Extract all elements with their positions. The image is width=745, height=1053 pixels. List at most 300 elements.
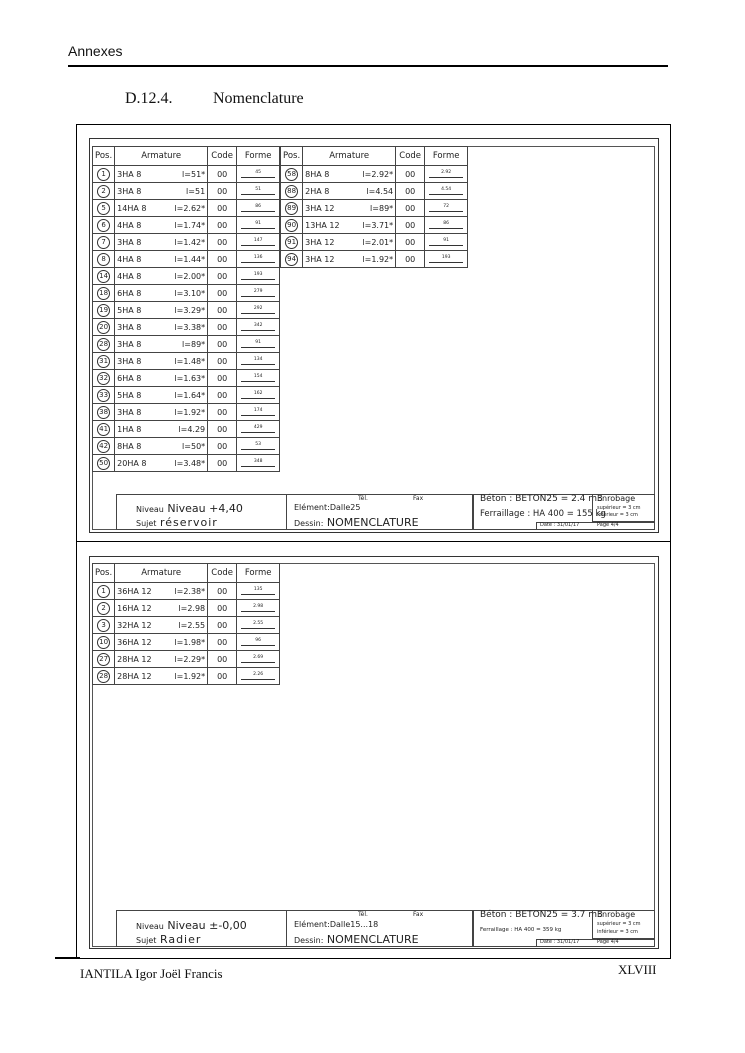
armature-bars [305, 170, 329, 179]
code-cell: 00 [396, 166, 425, 183]
bar-count: 8HA [117, 441, 134, 451]
pos-cell [93, 217, 115, 234]
pos-cell [281, 251, 303, 268]
sheet-1-table-left [92, 146, 280, 472]
armature-bars [117, 323, 141, 332]
table-row [281, 217, 468, 234]
tb-tel: Tél. [358, 911, 368, 918]
tb-niveau-label: Niveau [136, 922, 164, 931]
table-header-row [93, 564, 280, 583]
bar-diameter: 12 [141, 654, 152, 664]
armature-bars [117, 357, 141, 366]
bar-diameter: 8 [136, 322, 142, 332]
pos-marker: 14 [97, 270, 110, 283]
forme-cell [237, 319, 280, 336]
armature-cell [115, 285, 208, 302]
bar-length: l=3.10* [174, 288, 206, 298]
bar-length: l=1.64* [174, 390, 206, 400]
table-row [93, 421, 280, 438]
bar-count: 3HA [305, 254, 322, 264]
armature-bars [305, 187, 329, 196]
forme-cell [237, 302, 280, 319]
armature-cell [303, 234, 396, 251]
code-cell: 00 [208, 668, 237, 685]
section-heading [125, 90, 304, 108]
pos-cell [93, 234, 115, 251]
pos-cell [93, 668, 115, 685]
pos-cell [93, 370, 115, 387]
pos-marker: 88 [285, 185, 298, 198]
forme-shape: 51 [241, 187, 275, 195]
table-row [93, 600, 280, 617]
bar-diameter: 8 [136, 407, 142, 417]
forme-shape: 348 [241, 459, 275, 467]
armature-cell [303, 217, 396, 234]
armature-cell [303, 183, 396, 200]
tb-niveau-label: Niveau [136, 505, 164, 514]
table-row [93, 268, 280, 285]
code-cell: 00 [208, 217, 237, 234]
pos-cell [93, 651, 115, 668]
armature-cell [115, 387, 208, 404]
bar-count: 4HA [117, 220, 134, 230]
bar-length: l=3.38* [174, 322, 206, 332]
code-cell: 00 [208, 634, 237, 651]
pos-cell [93, 617, 115, 634]
tb-page: Page 4/4 [597, 939, 619, 945]
pos-cell [93, 634, 115, 651]
table-row [281, 234, 468, 251]
forme-cell [425, 234, 468, 251]
bar-count: 1HA [117, 424, 134, 434]
bar-diameter: 8 [141, 458, 147, 468]
tb-enrobage-sup: supérieur = 3 cm [597, 921, 641, 927]
code-cell: 00 [208, 353, 237, 370]
section-number: D.12.4. [125, 90, 173, 107]
code-cell: 00 [208, 583, 237, 600]
bar-count: 20HA [117, 458, 139, 468]
tb-ferraillage: Ferraillage : HA 400 = 155 kg [480, 509, 606, 519]
code-cell: 00 [208, 302, 237, 319]
bar-length: l=1.44* [174, 254, 206, 264]
table-row [281, 200, 468, 217]
tb-beton: Béton : BETON25 = 3.7 m3 [480, 910, 603, 920]
bar-diameter: 8 [136, 271, 142, 281]
bar-length: l=2.92* [362, 169, 394, 179]
tb-enrobage: Enrobage [597, 910, 636, 919]
table-row [93, 302, 280, 319]
tb-dessin-value: NOMENCLATURE [326, 933, 419, 946]
armature-cell [303, 166, 396, 183]
bar-length: l=1.92* [362, 254, 394, 264]
bar-length: l=4.54 [366, 186, 394, 196]
code-cell: 00 [208, 651, 237, 668]
sheet-2-table [92, 563, 280, 685]
bar-diameter: 8 [136, 441, 142, 451]
tb-dessin [294, 516, 419, 529]
armature-cell [115, 166, 208, 183]
code-cell: 00 [396, 251, 425, 268]
table-row [93, 651, 280, 668]
pos-cell [93, 583, 115, 600]
pos-cell [93, 302, 115, 319]
armature-bars [305, 204, 334, 213]
tb-fax: Fax [413, 495, 424, 502]
bar-length: l=2.01* [362, 237, 394, 247]
pos-marker: 58 [285, 168, 298, 181]
bar-length: l=1.98* [174, 637, 206, 647]
armature-bars [117, 442, 141, 451]
forme-shape: 135 [241, 587, 275, 595]
tb-dessin [294, 933, 419, 946]
table-row [281, 183, 468, 200]
pos-cell [93, 319, 115, 336]
bar-length: l=2.62* [174, 203, 206, 213]
armature-bars [305, 238, 334, 247]
forme-shape: 2.26 [241, 672, 275, 680]
bar-diameter: 8 [136, 305, 142, 315]
pos-marker: 1 [97, 585, 110, 598]
footer-rule [55, 957, 80, 959]
bar-diameter: 8 [136, 390, 142, 400]
tb-dessin-label: Dessin: [294, 519, 324, 528]
armature-cell [115, 600, 208, 617]
armature-bars [117, 187, 141, 196]
bar-count: 28HA [117, 671, 139, 681]
table-row [93, 353, 280, 370]
pos-marker: 2 [97, 602, 110, 615]
pos-cell [93, 455, 115, 472]
pos-cell [281, 166, 303, 183]
pos-marker: 10 [97, 636, 110, 649]
bar-count: 8HA [305, 169, 322, 179]
bar-count: 3HA [117, 322, 134, 332]
armature-cell [115, 302, 208, 319]
forme-cell [237, 583, 280, 600]
pos-marker: 2 [97, 185, 110, 198]
armature-bars [117, 170, 141, 179]
bar-length: l=51 [186, 186, 206, 196]
pos-cell [93, 251, 115, 268]
forme-cell [237, 234, 280, 251]
bar-length: l=1.63* [174, 373, 206, 383]
table-row [93, 285, 280, 302]
tb-enrobage-sup: supérieur = 3 cm [597, 505, 641, 511]
pos-cell [93, 166, 115, 183]
pos-marker: 28 [97, 670, 110, 683]
bar-length: l=1.48* [174, 356, 206, 366]
armature-cell [303, 200, 396, 217]
bar-count: 3HA [117, 356, 134, 366]
pos-marker: 50 [97, 457, 110, 470]
bar-diameter: 8 [136, 186, 142, 196]
table-row [281, 251, 468, 268]
table-row [93, 583, 280, 600]
armature-cell [115, 404, 208, 421]
forme-cell [237, 217, 280, 234]
forme-shape: 53 [241, 442, 275, 450]
pos-cell [93, 336, 115, 353]
sheet-1-left-rows [93, 166, 280, 472]
tb-enrobage-inf: inférieur = 3 cm [597, 929, 638, 935]
bar-length: l=3.71* [362, 220, 394, 230]
bar-length: l=1.92* [174, 407, 206, 417]
bar-length: l=2.55 [178, 620, 206, 630]
bar-count: 5HA [117, 305, 134, 315]
forme-cell [237, 421, 280, 438]
bar-diameter: 8 [136, 288, 142, 298]
bar-count: 3HA [117, 169, 134, 179]
code-cell: 00 [396, 183, 425, 200]
code-cell: 00 [208, 600, 237, 617]
forme-cell [237, 387, 280, 404]
table-row [93, 634, 280, 651]
pos-marker: 1 [97, 168, 110, 181]
pos-marker: 19 [97, 304, 110, 317]
bar-length: l=4.29 [178, 424, 206, 434]
bar-diameter: 12 [141, 671, 152, 681]
bar-diameter: 8 [136, 237, 142, 247]
table-row [93, 319, 280, 336]
armature-cell [115, 651, 208, 668]
table-row [93, 370, 280, 387]
pos-marker: 90 [285, 219, 298, 232]
table-row [93, 404, 280, 421]
forme-shape: 2.98 [241, 604, 275, 612]
code-cell: 00 [208, 166, 237, 183]
col-code: Code [208, 147, 237, 166]
armature-cell [115, 319, 208, 336]
armature-bars [305, 221, 339, 230]
tb-niveau-value: Niveau ±-0,00 [167, 919, 247, 932]
armature-bars [117, 221, 141, 230]
bar-diameter: 8 [136, 220, 142, 230]
tb-page: Page 4/4 [597, 522, 619, 528]
bar-length: l=3.48* [174, 458, 206, 468]
code-cell: 00 [208, 183, 237, 200]
code-cell: 00 [208, 251, 237, 268]
pos-marker: 94 [285, 253, 298, 266]
armature-bars [117, 204, 146, 213]
bar-count: 6HA [117, 288, 134, 298]
pos-marker: 18 [97, 287, 110, 300]
bar-length: l=1.74* [174, 220, 206, 230]
bar-diameter: 12 [324, 203, 335, 213]
pos-marker: 31 [97, 355, 110, 368]
pos-cell [93, 438, 115, 455]
bar-count: 3HA [117, 407, 134, 417]
pos-cell [93, 353, 115, 370]
col-armature: Armature [115, 564, 208, 583]
forme-shape: 86 [241, 204, 275, 212]
forme-cell [425, 166, 468, 183]
pos-marker: 20 [97, 321, 110, 334]
bar-length: l=50* [182, 441, 206, 451]
pos-cell [281, 200, 303, 217]
pos-marker: 33 [97, 389, 110, 402]
pos-marker: 5 [97, 202, 110, 215]
table-row [93, 251, 280, 268]
forme-shape: 2.92 [429, 170, 463, 178]
forme-cell [237, 166, 280, 183]
bar-diameter: 12 [141, 586, 152, 596]
pos-cell [93, 200, 115, 217]
sheet-1-table-right [280, 146, 468, 268]
pos-cell [93, 285, 115, 302]
bar-count: 4HA [117, 254, 134, 264]
code-cell: 00 [208, 234, 237, 251]
code-cell: 00 [208, 438, 237, 455]
col-forme: Forme [237, 564, 280, 583]
tb-fax: Fax [413, 911, 424, 918]
table-row [93, 387, 280, 404]
figure-divider [76, 541, 671, 542]
page-header-label: Annexes [68, 43, 123, 59]
bar-diameter: 8 [324, 169, 330, 179]
tb-ferraillage: Ferraillage : HA 400 = 359 kg [480, 927, 562, 933]
col-pos: Pos. [93, 147, 115, 166]
code-cell: 00 [396, 217, 425, 234]
pos-marker: 7 [97, 236, 110, 249]
forme-shape: 91 [241, 221, 275, 229]
bar-length: l=1.92* [174, 671, 206, 681]
tb-date: Date : 31/01/17 [540, 939, 580, 945]
bar-count: 5HA [117, 390, 134, 400]
forme-cell [237, 668, 280, 685]
table-row [93, 183, 280, 200]
pos-cell [93, 268, 115, 285]
forme-cell [425, 183, 468, 200]
pos-marker: 8 [97, 253, 110, 266]
armature-cell [115, 668, 208, 685]
armature-cell [115, 268, 208, 285]
code-cell: 00 [208, 200, 237, 217]
forme-cell [237, 251, 280, 268]
armature-cell [115, 583, 208, 600]
armature-bars [117, 425, 141, 434]
forme-shape: 429 [241, 425, 275, 433]
armature-bars [117, 459, 146, 468]
bar-count: 14HA [117, 203, 139, 213]
forme-cell [425, 200, 468, 217]
bar-count: 3HA [117, 339, 134, 349]
bar-count: 3HA [305, 237, 322, 247]
forme-shape: 134 [241, 357, 275, 365]
forme-cell [237, 404, 280, 421]
forme-cell [237, 651, 280, 668]
forme-cell [237, 600, 280, 617]
pos-marker: 27 [97, 653, 110, 666]
forme-cell [425, 217, 468, 234]
pos-cell [93, 404, 115, 421]
col-forme: Forme [237, 147, 280, 166]
bar-count: 3HA [117, 237, 134, 247]
bar-diameter: 8 [136, 356, 142, 366]
forme-shape: 96 [241, 638, 275, 646]
bar-length: l=2.98 [178, 603, 206, 613]
table-row [93, 617, 280, 634]
col-forme: Forme [425, 147, 468, 166]
sheet-1-right-rows [281, 166, 468, 268]
tb-element: Elément:Dalle25 [294, 503, 361, 512]
forme-cell [237, 438, 280, 455]
forme-shape: 86 [429, 221, 463, 229]
table-row [93, 668, 280, 685]
armature-cell [115, 251, 208, 268]
tb-date: Date : 31/01/17 [540, 522, 580, 528]
tb-sujet-value: Radier [159, 933, 202, 946]
forme-cell [237, 200, 280, 217]
forme-shape: 154 [241, 374, 275, 382]
col-pos: Pos. [93, 564, 115, 583]
armature-cell [115, 234, 208, 251]
footer-author: IANTILA Igor Joël Francis [80, 966, 223, 981]
col-armature: Armature [115, 147, 208, 166]
tb-beton: Béton : BETON25 = 2.4 m3 [480, 494, 603, 504]
bar-length: l=1.42* [174, 237, 206, 247]
bar-diameter: 8 [136, 254, 142, 264]
code-cell: 00 [208, 268, 237, 285]
armature-cell [115, 183, 208, 200]
bar-diameter: 8 [136, 424, 142, 434]
pos-cell [93, 183, 115, 200]
forme-cell [237, 617, 280, 634]
col-armature: Armature [303, 147, 396, 166]
forme-cell [237, 268, 280, 285]
header-rule [68, 65, 668, 67]
col-code: Code [396, 147, 425, 166]
code-cell: 00 [208, 387, 237, 404]
pos-cell [93, 600, 115, 617]
table-header-row [281, 147, 468, 166]
forme-shape: 193 [429, 255, 463, 263]
forme-shape: 91 [241, 340, 275, 348]
armature-bars [117, 604, 151, 613]
armature-bars [117, 621, 151, 630]
pos-cell [281, 183, 303, 200]
tb-dessin-label: Dessin: [294, 936, 324, 945]
sheet-2-rows [93, 583, 280, 685]
forme-shape: 342 [241, 323, 275, 331]
bar-diameter: 12 [324, 237, 335, 247]
forme-shape: 2.55 [241, 621, 275, 629]
bar-count: 16HA [117, 603, 139, 613]
forme-cell [237, 634, 280, 651]
forme-cell [237, 455, 280, 472]
pos-cell [93, 421, 115, 438]
armature-bars [117, 391, 141, 400]
bar-count: 13HA [305, 220, 327, 230]
forme-shape: 45 [241, 170, 275, 178]
code-cell: 00 [208, 455, 237, 472]
bar-count: 4HA [117, 271, 134, 281]
armature-bars [117, 638, 151, 647]
table-row [93, 166, 280, 183]
armature-bars [117, 306, 141, 315]
armature-bars [117, 238, 141, 247]
bar-count: 3HA [305, 203, 322, 213]
code-cell: 00 [208, 319, 237, 336]
armature-bars [117, 587, 151, 596]
pos-marker: 38 [97, 406, 110, 419]
tb-niveau [136, 502, 243, 515]
bar-diameter: 8 [136, 373, 142, 383]
pos-marker: 89 [285, 202, 298, 215]
forme-shape: 147 [241, 238, 275, 246]
armature-bars [117, 340, 141, 349]
armature-cell [115, 634, 208, 651]
pos-cell [93, 387, 115, 404]
